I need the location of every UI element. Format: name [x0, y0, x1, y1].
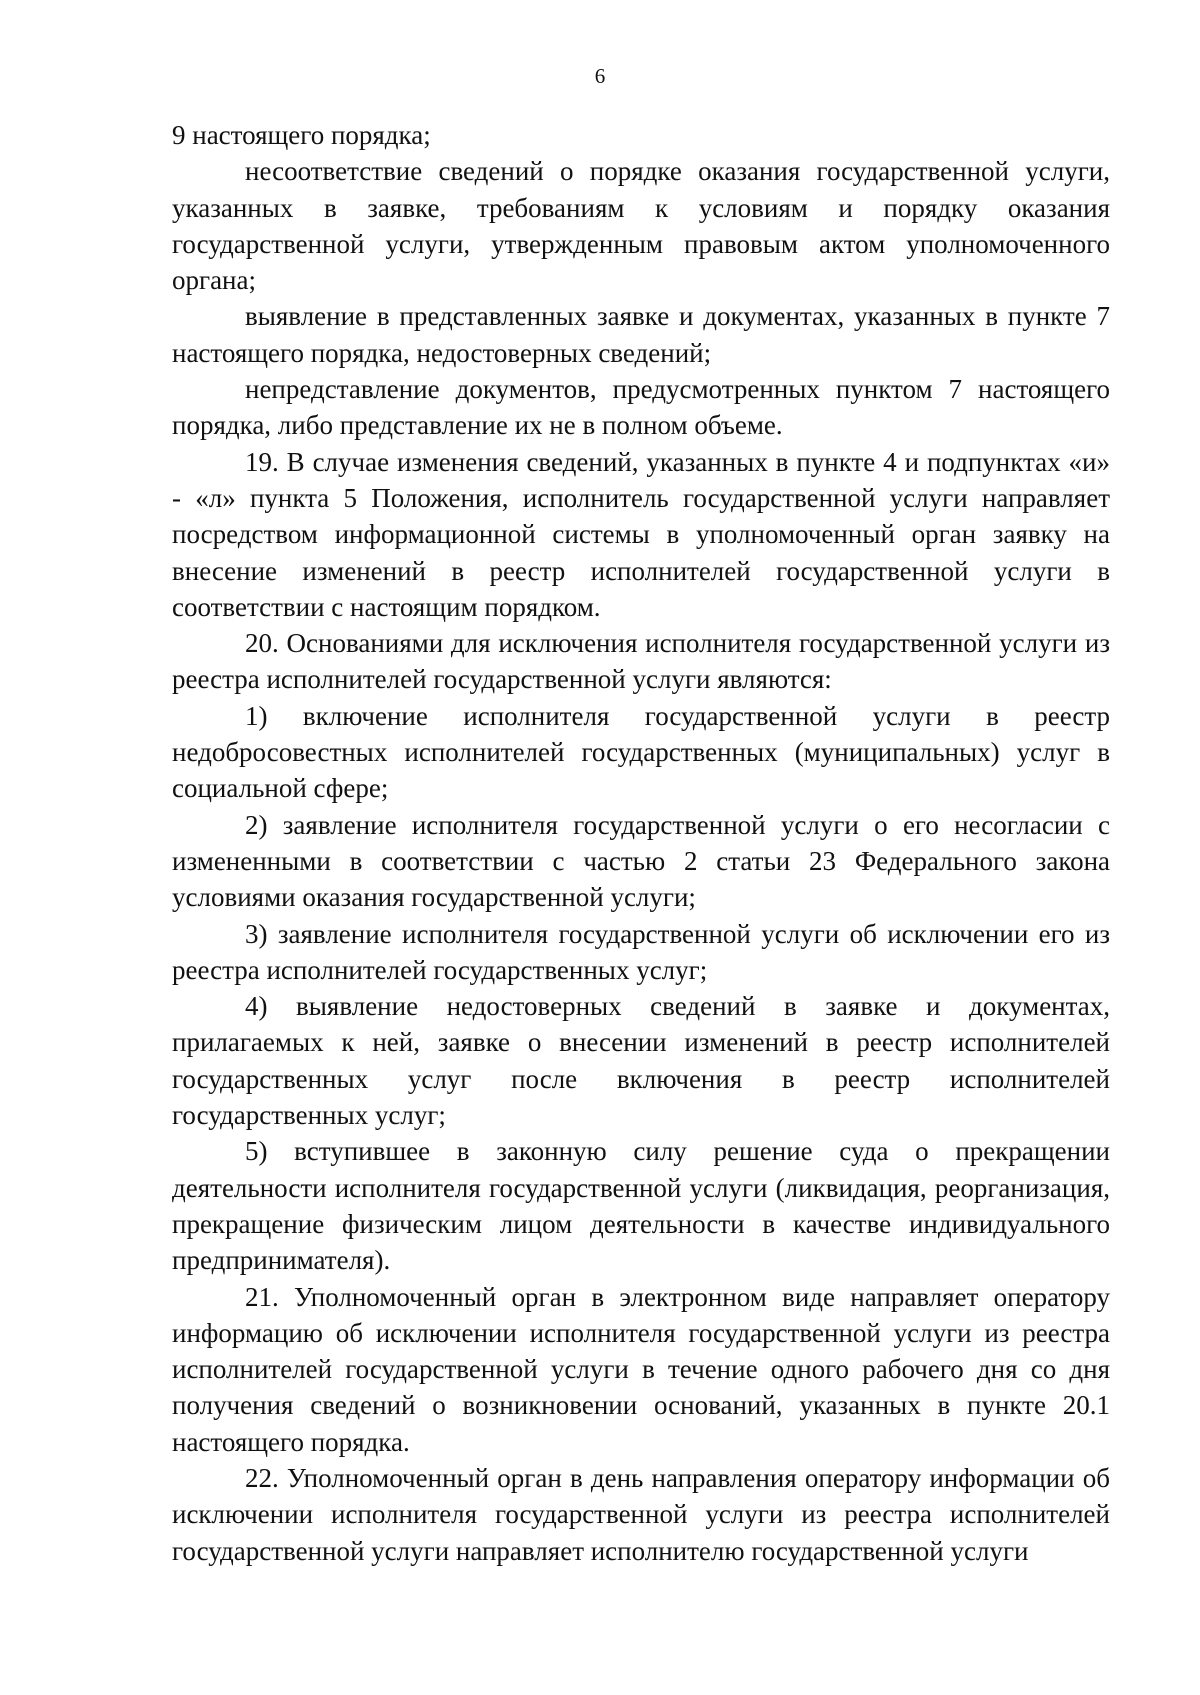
- page-number: 6: [594, 64, 606, 88]
- paragraph-20-item-1: 1) включение исполнителя государственной услуги в реестр недобросовестных исполнителей государственных (муниципальных) услуг в социальной сфере;: [172, 700, 1110, 804]
- paragraph-19: 19. В случае изменения сведений, указанных в пункте 4 и подпунктах «и» - «л» пункта 5 Положения, исполнитель государственной услуги направляет посредством информационной системы в уполномоченный орган заявку на внесение изменений в реестр исполнителей государственной услуги в соответствии с настоящим порядком.: [172, 446, 1110, 622]
- paragraph-false-info: выявление в представленных заявке и документах, указанных в пункте 7 настоящего порядка, недостоверных сведений;: [172, 301, 1110, 368]
- paragraph-continuation: 9 настоящего порядка;: [172, 120, 431, 150]
- paragraph-missing-docs: непредставление документов, предусмотренных пунктом 7 настоящего порядка, либо представление их не в полном объеме.: [172, 374, 1110, 441]
- document-body: [172, 117, 1110, 1569]
- paragraph-mismatch: несоответствие сведений о порядке оказания государственной услуги, указанных в заявке, требованиям к условиям и порядку оказания государственной услуги, утвержденным правовым актом уполномоченного органа;: [172, 156, 1110, 296]
- paragraph-20-item-2: 2) заявление исполнителя государственной услуги о его несогласии с измененными в соответствии с частью 2 статьи 23 Федерального закона условиями оказания государственной услуги;: [172, 809, 1110, 913]
- paragraph-20-item-3: 3) заявление исполнителя государственной услуги об исключении его из реестра исполнителей государственных услуг;: [172, 918, 1110, 985]
- paragraph-22: 22. Уполномоченный орган в день направления оператору информации об исключении исполнителя государственной услуги из реестра исполнителей государственной услуги направляет исполнителю государственной услуги: [172, 1462, 1110, 1566]
- paragraph-20-item-4: 4) выявление недостоверных сведений в заявке и документах, прилагаемых к ней, заявке о внесении изменений в реестр исполнителей государственных услуг после включения в реестр исполнителей государственных услуг;: [172, 991, 1110, 1131]
- paragraph-20: 20. Основаниями для исключения исполнителя государственной услуги из реестра исполнителей государственной услуги являются:: [172, 628, 1110, 695]
- paragraph-21: 21. Уполномоченный орган в электронном виде направляет оператору информацию об исключении исполнителя государственной услуги из реестра исполнителей государственной услуги в течение одного рабочего дня со дня получения сведений о возникновении оснований, указанных в пункте 20.1 настоящего порядка.: [172, 1281, 1110, 1457]
- paragraph-20-item-5: 5) вступившее в законную силу решение суда о прекращении деятельности исполнителя государственной услуги (ликвидация, реорганизация, прекращение физическим лицом деятельности в качестве индивидуального предпринимателя).: [172, 1136, 1110, 1276]
